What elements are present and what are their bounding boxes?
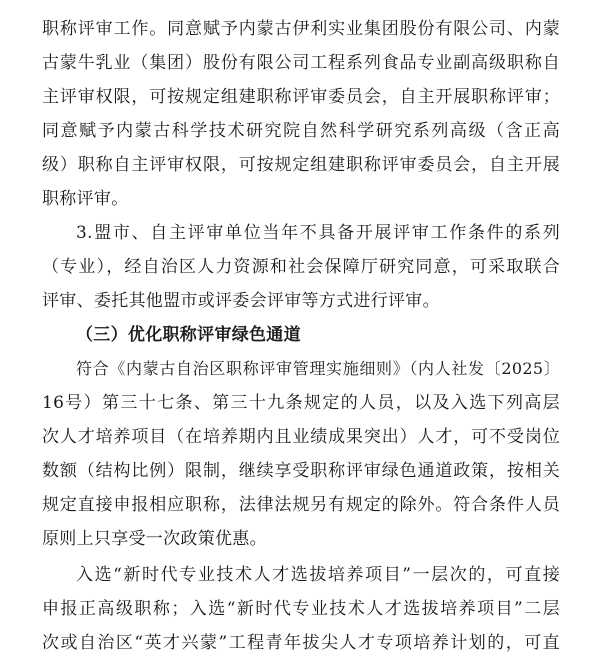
text-line: （专业），经自治区人力资源和社会保障厅研究同意，可采取联合	[42, 257, 560, 277]
text-line: 次或自治区“英才兴蒙”工程青年拔尖人才专项培养计划的，可直	[42, 633, 560, 653]
section-heading: （三）优化职称评审绿色通道	[76, 325, 301, 345]
text-line: 次人才培养项目（在培养期内且业绩成果突出）人才，可不受岗位	[42, 427, 560, 447]
text-line: 符合《内蒙古自治区职称评审管理实施细则》（内人社发〔2025〕	[76, 359, 560, 378]
text-line: 评审、委托其他盟市或评委会评审等方式进行评审。	[42, 291, 440, 311]
text-line: 古蒙牛乳业（集团）股份有限公司工程系列食品专业副高级职称自	[42, 53, 560, 73]
text-line: 3.盟市、自主评审单位当年不具备开展评审工作条件的系列	[76, 223, 560, 243]
text-line: 职称评审。	[42, 189, 129, 209]
text-line: 规定直接申报相应职称，法律法规另有规定的除外。符合条件人员	[42, 495, 560, 515]
text-line: 入选“新时代专业技术人才选拔培养项目”一层次的，可直接	[76, 565, 560, 585]
text-line: 申报正高级职称；入选“新时代专业技术人才选拔培养项目”二层	[42, 599, 560, 619]
text-line: 职称评审工作。同意赋予内蒙古伊利实业集团股份有限公司、内蒙	[42, 19, 560, 39]
text-line: 16号）第三十七条、第三十九条规定的人员，以及入选下列高层	[42, 393, 560, 413]
text-line: 级）职称自主评审权限，可按规定组建职称评审委员会，自主开展	[42, 155, 560, 175]
text-line: 数额（结构比例）限制，继续享受职称评审绿色通道政策，按相关	[42, 461, 560, 481]
text-line: 同意赋予内蒙古科学技术研究院自然科学研究系列高级（含正高	[42, 121, 560, 141]
text-line: 主评审权限，可按规定组建职称评审委员会，自主开展职称评审；	[42, 87, 560, 107]
text-line: 原则上只享受一次政策优惠。	[42, 529, 267, 549]
